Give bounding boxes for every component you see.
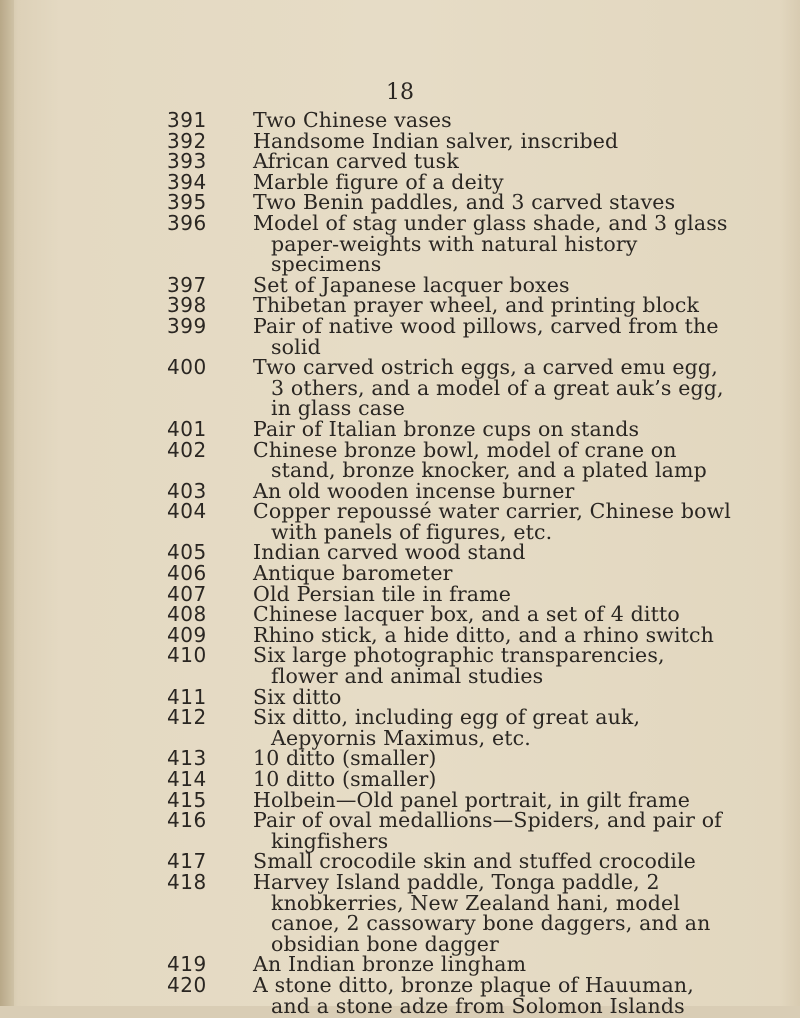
lot-description: Handsome Indian salver, inscribed	[253, 128, 619, 153]
lot-description: Pair of oval medallions—Spiders, and pair of kingfishers	[253, 808, 722, 853]
lot-number: 391	[167, 108, 207, 132]
lot-entry	[0, 581, 800, 606]
lot-description: Harvey Island paddle, Tonga paddle, 2 knobkerries, New Zealand hani, model canoe, 2 cassowary bone daggers, and an obsidian bone dagger	[253, 869, 711, 956]
lot-number: 402	[167, 437, 207, 462]
lot-number: 393	[167, 149, 207, 174]
lot-number: 416	[167, 808, 207, 833]
lot-description: Set of Japanese lacquer boxes	[253, 272, 570, 297]
lot-entry	[0, 542, 800, 563]
lot-description: Chinese bronze bowl, model of crane on stand, bronze knocker, and a plated lamp	[253, 437, 707, 483]
lot-description: Model of stag under glass shade, and 3 glass paper-weights with natural history specimens	[253, 210, 728, 277]
lot-description: Marble figure of a deity	[253, 169, 504, 194]
lot-number: 418	[167, 869, 207, 894]
lot-entry	[0, 851, 800, 872]
lot-entry	[0, 787, 800, 812]
lot-entry	[0, 272, 800, 297]
lot-number: 414	[167, 767, 207, 791]
lot-description: Small crocodile skin and stuffed crocodile	[253, 849, 696, 874]
lot-entry	[0, 707, 800, 748]
lot-number: 409	[167, 622, 207, 647]
lot-description: 10 ditto (smaller)	[253, 767, 437, 791]
lot-entry	[0, 684, 800, 709]
lot-description: Pair of native wood pillows, carved from the solid	[253, 313, 719, 359]
lot-description: Two Chinese vases	[253, 108, 452, 132]
lot-description: Six ditto, including egg of great auk, Aepyornis Maximus, etc.	[253, 705, 641, 750]
lot-number: 395	[167, 190, 207, 215]
lot-entry	[0, 972, 800, 1018]
lot-entry	[0, 501, 800, 542]
lot-entry	[0, 954, 800, 975]
lot-description: African carved tusk	[253, 149, 459, 174]
lot-number: 398	[167, 293, 207, 318]
lot-entry	[0, 869, 800, 956]
lot-description: Six large photographic transparencies, flower and animal studies	[253, 643, 665, 689]
lot-description: An old wooden incense burner	[253, 478, 575, 503]
lot-entry	[0, 604, 800, 625]
lot-entry	[0, 748, 800, 769]
lot-entry	[0, 416, 800, 441]
lot-number: 408	[167, 602, 207, 627]
lot-entry	[0, 210, 800, 277]
lot-number: 407	[167, 581, 207, 606]
lot-description: Indian carved wood stand	[253, 540, 526, 565]
lot-description: Thibetan prayer wheel, and printing block	[253, 293, 700, 318]
lot-number: 415	[167, 787, 207, 812]
lot-entry	[0, 295, 800, 316]
lot-description: Holbein—Old panel portrait, in gilt frame	[253, 787, 690, 812]
lot-number: 419	[167, 952, 207, 977]
lot-description: An Indian bronze lingham	[253, 952, 527, 977]
lot-number: 396	[167, 210, 207, 235]
lot-description: 10 ditto (smaller)	[253, 746, 437, 771]
lot-number: 406	[167, 561, 207, 586]
lot-number: 401	[167, 416, 207, 441]
lot-entry	[0, 151, 800, 172]
lot-number: 420	[167, 972, 207, 997]
page-number: 18	[386, 80, 414, 105]
lot-entry	[0, 192, 800, 213]
lot-number: 394	[167, 169, 207, 194]
lot-number: 413	[167, 746, 207, 771]
lot-description: A stone ditto, bronze plaque of Hauuman, and a stone adze from Solomon Islands	[253, 972, 694, 1018]
lot-entry	[0, 478, 800, 503]
lot-entry	[0, 563, 800, 584]
lot-description: Antique barometer	[253, 561, 453, 586]
lot-entry	[0, 357, 800, 419]
lot-number: 399	[167, 313, 207, 338]
lot-description: Two Benin paddles, and 3 carved staves	[253, 190, 676, 215]
lot-description: Copper repoussé water carrier, Chinese bowl with panels of figures, etc.	[253, 499, 731, 544]
lot-entry	[0, 110, 800, 131]
lot-number: 397	[167, 272, 207, 297]
lot-entry	[0, 622, 800, 647]
lot-entry	[0, 169, 800, 194]
lot-entry	[0, 643, 800, 689]
lot-number: 392	[167, 128, 207, 153]
lot-number: 412	[167, 705, 207, 730]
lot-entry	[0, 769, 800, 790]
lot-description: Six ditto	[253, 684, 342, 709]
lot-number: 400	[167, 355, 207, 380]
lot-description: Chinese lacquer box, and a set of 4 ditto	[253, 602, 680, 627]
lot-description: Pair of Italian bronze cups on stands	[253, 416, 640, 441]
lot-number: 410	[167, 643, 207, 668]
lot-list	[0, 110, 800, 1016]
lot-number: 404	[167, 499, 207, 524]
lot-number: 417	[167, 849, 207, 874]
lot-entry	[0, 313, 800, 359]
lot-description: Old Persian tile in frame	[253, 581, 512, 606]
lot-entry	[0, 128, 800, 153]
lot-number: 405	[167, 540, 207, 565]
lot-entry	[0, 437, 800, 483]
lot-number: 411	[167, 684, 207, 709]
lot-number: 403	[167, 478, 207, 503]
lot-entry	[0, 810, 800, 851]
lot-description: Two carved ostrich eggs, a carved emu egg, 3 others, and a model of a great auk’s egg, in glass case	[253, 355, 724, 421]
lot-description: Rhino stick, a hide ditto, and a rhino switch	[253, 622, 715, 647]
